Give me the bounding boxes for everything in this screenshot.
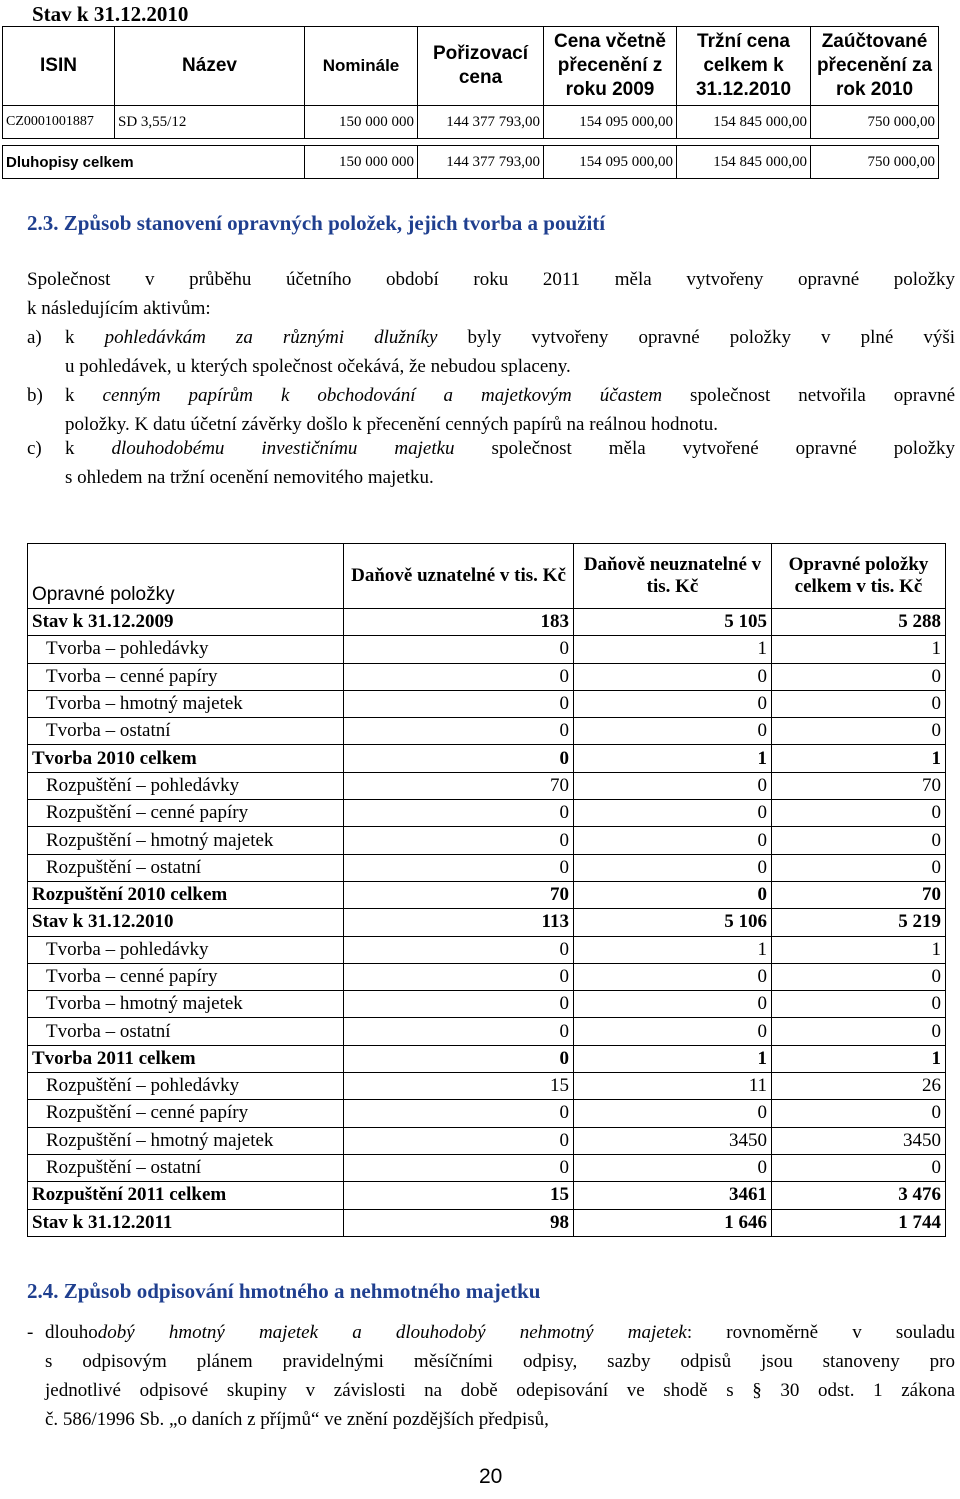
list-a-line-2: u pohledávek, u kterých společnost očekává, že nebudou splaceny. bbox=[65, 356, 571, 377]
op-cell-label: Rozpuštění – ostatní bbox=[28, 854, 344, 881]
op-cell-celkem: 1 744 bbox=[772, 1209, 946, 1236]
total-zauctovane: 750 000,00 bbox=[811, 146, 939, 179]
cell-nazev: SD 3,55/12 bbox=[115, 106, 305, 139]
section-heading-2-4: 2.4. Způsob odpisování hmotného a nehmotného majetku bbox=[27, 1279, 541, 1303]
op-row bbox=[28, 854, 946, 881]
op-cell-dan-neuzn: 1 bbox=[574, 745, 772, 772]
cell-nominale: 150 000 000 bbox=[305, 106, 418, 139]
op-row bbox=[28, 718, 946, 745]
op-cell-dan-neuzn: 1 646 bbox=[574, 1209, 772, 1236]
header-nazev: Název bbox=[115, 27, 305, 106]
op-cell-dan-uzn: 0 bbox=[344, 1154, 574, 1181]
list-c-line-2: s ohledem na tržní ocenění nemovitého majetku. bbox=[65, 467, 434, 488]
header-porizovaci: Pořizovací cena bbox=[418, 27, 544, 106]
op-header-row bbox=[28, 544, 946, 609]
op-cell-dan-neuzn: 0 bbox=[574, 1018, 772, 1045]
op-row bbox=[28, 909, 946, 936]
op-cell-dan-neuzn: 11 bbox=[574, 1073, 772, 1100]
op-cell-dan-uzn: 98 bbox=[344, 1209, 574, 1236]
op-cell-dan-neuzn: 0 bbox=[574, 827, 772, 854]
op-row bbox=[28, 936, 946, 963]
op-cell-dan-neuzn: 0 bbox=[574, 991, 772, 1018]
list-marker-c: c) bbox=[27, 438, 42, 459]
op-cell-label: Tvorba – hmotný majetek bbox=[28, 991, 344, 1018]
op-cell-dan-neuzn: 0 bbox=[574, 663, 772, 690]
list-b-prefix: k bbox=[65, 385, 103, 406]
op-cell-dan-uzn: 0 bbox=[344, 936, 574, 963]
op-cell-celkem: 0 bbox=[772, 1100, 946, 1127]
total-label: Dluhopisy celkem bbox=[3, 146, 305, 179]
op-cell-label: Rozpuštění – hmotný majetek bbox=[28, 1127, 344, 1154]
op-cell-dan-uzn: 70 bbox=[344, 881, 574, 908]
header-isin: ISIN bbox=[3, 27, 115, 106]
op-cell-label: Tvorba 2010 celkem bbox=[28, 745, 344, 772]
op-cell-dan-uzn: 0 bbox=[344, 1045, 574, 1072]
cell-porizovaci: 144 377 793,00 bbox=[418, 106, 544, 139]
op-cell-celkem: 1 bbox=[772, 936, 946, 963]
op-cell-dan-neuzn: 0 bbox=[574, 1100, 772, 1127]
op-cell-label: Rozpuštění – cenné papíry bbox=[28, 1100, 344, 1127]
op-row bbox=[28, 772, 946, 799]
op-row bbox=[28, 1018, 946, 1045]
op-cell-dan-neuzn: 1 bbox=[574, 636, 772, 663]
op-table-body bbox=[28, 609, 946, 1237]
op-row bbox=[28, 1045, 946, 1072]
op-cell-dan-uzn: 0 bbox=[344, 800, 574, 827]
opravne-polozky-table bbox=[27, 543, 946, 1237]
op-cell-celkem: 0 bbox=[772, 690, 946, 717]
op-cell-celkem: 0 bbox=[772, 800, 946, 827]
stav-title: Stav k 31.12.2010 bbox=[32, 2, 189, 26]
op-row bbox=[28, 881, 946, 908]
op-cell-celkem: 5 219 bbox=[772, 909, 946, 936]
op-header-celkem: Opravné položky celkem v tis. Kč bbox=[772, 544, 946, 609]
list-a-rest: byly vytvořeny opravné položky v plné výši bbox=[437, 327, 956, 348]
total-trzni: 154 845 000,00 bbox=[677, 146, 811, 179]
op-row bbox=[28, 609, 946, 636]
isin-header-row bbox=[3, 27, 939, 106]
header-nominale: Nominále bbox=[305, 27, 418, 106]
section-heading-2-3: 2.3. Způsob stanovení opravných položek, jejich tvorba a použití bbox=[27, 211, 606, 235]
op-cell-label: Tvorba – ostatní bbox=[28, 718, 344, 745]
op-cell-dan-neuzn: 0 bbox=[574, 854, 772, 881]
list-marker-a: a) bbox=[27, 327, 42, 348]
isin-total-row bbox=[3, 146, 939, 179]
intro-line-1: Společnost v průběhu účetního období roku 2011 měla vytvořeny opravné položky bbox=[27, 269, 955, 290]
header-trzni: Tržní cena celkem k 31.12.2010 bbox=[677, 27, 811, 106]
op-cell-celkem: 0 bbox=[772, 663, 946, 690]
total-cena-vcetne: 154 095 000,00 bbox=[544, 146, 677, 179]
op-cell-dan-neuzn: 1 bbox=[574, 936, 772, 963]
list-a-italic: pohledávkám za různými dlužníky bbox=[104, 327, 438, 348]
depr-lead-plain: dlouho bbox=[45, 1322, 98, 1343]
list-b-rest: společnost netvořila opravné bbox=[662, 385, 956, 406]
op-cell-label: Tvorba – pohledávky bbox=[28, 936, 344, 963]
list-b-line-2: položky. K datu účetní závěrky došlo k přecenění cenných papírů na reálnou hodnotu. bbox=[65, 414, 718, 435]
op-cell-dan-neuzn: 0 bbox=[574, 772, 772, 799]
gap-cell bbox=[3, 139, 939, 146]
op-cell-dan-neuzn: 0 bbox=[574, 690, 772, 717]
list-c-italic: dlouhodobému investičnímu majetku bbox=[111, 438, 455, 459]
op-header-label: Opravné položky bbox=[28, 544, 344, 609]
op-cell-celkem: 0 bbox=[772, 991, 946, 1018]
op-cell-label: Tvorba – ostatní bbox=[28, 1018, 344, 1045]
header-cena-vcetne: Cena včetně přecenění z roku 2009 bbox=[544, 27, 677, 106]
op-cell-label: Tvorba – pohledávky bbox=[28, 636, 344, 663]
op-cell-label: Rozpuštění – cenné papíry bbox=[28, 800, 344, 827]
op-row bbox=[28, 800, 946, 827]
op-cell-dan-neuzn: 0 bbox=[574, 800, 772, 827]
op-row bbox=[28, 1100, 946, 1127]
op-cell-celkem: 5 288 bbox=[772, 609, 946, 636]
op-cell-celkem: 1 bbox=[772, 745, 946, 772]
op-row bbox=[28, 745, 946, 772]
op-cell-celkem: 3450 bbox=[772, 1127, 946, 1154]
isin-gap-row bbox=[3, 139, 939, 146]
list-a-prefix: k bbox=[65, 327, 105, 348]
op-cell-dan-uzn: 0 bbox=[344, 1018, 574, 1045]
op-cell-dan-uzn: 113 bbox=[344, 909, 574, 936]
depr-line-4: č. 586/1996 Sb. „o daních z příjmů“ ve znění pozdějších předpisů, bbox=[45, 1409, 549, 1430]
op-cell-dan-uzn: 183 bbox=[344, 609, 574, 636]
op-cell-dan-uzn: 0 bbox=[344, 690, 574, 717]
op-cell-dan-neuzn: 3450 bbox=[574, 1127, 772, 1154]
list-b-line-1 bbox=[65, 381, 955, 410]
op-cell-dan-uzn: 0 bbox=[344, 663, 574, 690]
op-cell-dan-neuzn: 5 105 bbox=[574, 609, 772, 636]
op-cell-dan-uzn: 0 bbox=[344, 854, 574, 881]
isin-data-row bbox=[3, 106, 939, 139]
list-marker-b: b) bbox=[27, 385, 43, 406]
op-row bbox=[28, 1154, 946, 1181]
op-cell-label: Stav k 31.12.2011 bbox=[28, 1209, 344, 1236]
op-cell-celkem: 26 bbox=[772, 1073, 946, 1100]
total-porizovaci: 144 377 793,00 bbox=[418, 146, 544, 179]
total-nominale: 150 000 000 bbox=[305, 146, 418, 179]
op-cell-dan-uzn: 0 bbox=[344, 991, 574, 1018]
intro-line-2: k následujícím aktivům: bbox=[27, 298, 211, 319]
list-c-prefix: k bbox=[65, 438, 112, 459]
op-header-dan-uzn: Daňově uznatelné v tis. Kč bbox=[344, 544, 574, 609]
op-cell-celkem: 0 bbox=[772, 718, 946, 745]
op-cell-label: Tvorba 2011 celkem bbox=[28, 1045, 344, 1072]
op-row bbox=[28, 1209, 946, 1236]
list-c-line-1 bbox=[65, 434, 955, 463]
op-row bbox=[28, 1182, 946, 1209]
page-number: 20 bbox=[479, 1465, 503, 1488]
list-item-c bbox=[27, 434, 955, 492]
op-cell-label: Rozpuštění 2010 celkem bbox=[28, 881, 344, 908]
list-text-b bbox=[65, 381, 955, 439]
op-cell-dan-neuzn: 5 106 bbox=[574, 909, 772, 936]
op-cell-dan-uzn: 70 bbox=[344, 772, 574, 799]
list-b-italic: cenným papírům k obchodování a majetkovým účastem bbox=[102, 385, 663, 406]
depr-line-2: s odpisovým plánem pravidelnými měsíčními odpisy, sazby odpisů jsou stanoveny pro bbox=[45, 1351, 955, 1372]
depr-text bbox=[45, 1318, 955, 1434]
op-cell-label: Rozpuštění – pohledávky bbox=[28, 1073, 344, 1100]
op-cell-celkem: 0 bbox=[772, 963, 946, 990]
op-cell-celkem: 1 bbox=[772, 636, 946, 663]
op-cell-celkem: 0 bbox=[772, 1154, 946, 1181]
op-cell-dan-uzn: 0 bbox=[344, 718, 574, 745]
cell-isin: CZ0001001887 bbox=[3, 106, 115, 139]
header-zauctovane: Zaúčtované přecenění za rok 2010 bbox=[811, 27, 939, 106]
op-cell-celkem: 0 bbox=[772, 854, 946, 881]
op-cell-label: Stav k 31.12.2009 bbox=[28, 609, 344, 636]
op-cell-celkem: 0 bbox=[772, 827, 946, 854]
cell-cena-vcetne: 154 095 000,00 bbox=[544, 106, 677, 139]
op-cell-celkem: 70 bbox=[772, 881, 946, 908]
op-cell-celkem: 70 bbox=[772, 772, 946, 799]
op-cell-dan-uzn: 15 bbox=[344, 1073, 574, 1100]
op-cell-dan-neuzn: 0 bbox=[574, 881, 772, 908]
op-cell-dan-uzn: 0 bbox=[344, 1100, 574, 1127]
op-cell-celkem: 1 bbox=[772, 1045, 946, 1072]
op-cell-label: Rozpuštění – hmotný majetek bbox=[28, 827, 344, 854]
list-text-a bbox=[65, 323, 955, 381]
list-c-rest: společnost měla vytvořené opravné položky bbox=[454, 438, 955, 459]
op-cell-label: Tvorba – cenné papíry bbox=[28, 963, 344, 990]
op-row bbox=[28, 1073, 946, 1100]
op-cell-celkem: 3 476 bbox=[772, 1182, 946, 1209]
list-item-a bbox=[27, 323, 955, 381]
isin-table bbox=[2, 26, 939, 179]
op-cell-dan-neuzn: 0 bbox=[574, 1154, 772, 1181]
depr-lead-rest: : rovnoměrně v souladu bbox=[686, 1322, 956, 1343]
op-cell-label: Tvorba – hmotný majetek bbox=[28, 690, 344, 717]
op-cell-dan-neuzn: 0 bbox=[574, 718, 772, 745]
op-header-dan-neuzn: Daňově neuznatelné v tis. Kč bbox=[574, 544, 772, 609]
op-row bbox=[28, 636, 946, 663]
op-row bbox=[28, 827, 946, 854]
op-cell-dan-uzn: 0 bbox=[344, 827, 574, 854]
op-cell-dan-uzn: 0 bbox=[344, 745, 574, 772]
op-cell-dan-uzn: 0 bbox=[344, 1127, 574, 1154]
op-row bbox=[28, 690, 946, 717]
op-cell-label: Rozpuštění – ostatní bbox=[28, 1154, 344, 1181]
op-row bbox=[28, 963, 946, 990]
cell-trzni: 154 845 000,00 bbox=[677, 106, 811, 139]
op-cell-dan-uzn: 15 bbox=[344, 1182, 574, 1209]
depr-line-3: jednotlivé odpisové skupiny v závislosti na době odepisování ve shodě s § 30 odst. 1 zákona bbox=[45, 1380, 955, 1401]
op-cell-label: Rozpuštění 2011 celkem bbox=[28, 1182, 344, 1209]
depr-lead-italic: dobý hmotný majetek a dlouhodobý nehmotný majetek bbox=[97, 1322, 687, 1343]
op-cell-label: Stav k 31.12.2010 bbox=[28, 909, 344, 936]
op-row bbox=[28, 663, 946, 690]
depr-dash: - bbox=[27, 1322, 34, 1343]
list-a-line-1 bbox=[65, 323, 955, 352]
list-text-c bbox=[65, 434, 955, 492]
op-row bbox=[28, 1127, 946, 1154]
op-cell-dan-uzn: 0 bbox=[344, 636, 574, 663]
cell-zauctovane: 750 000,00 bbox=[811, 106, 939, 139]
op-cell-dan-neuzn: 1 bbox=[574, 1045, 772, 1072]
op-cell-label: Tvorba – cenné papíry bbox=[28, 663, 344, 690]
op-cell-dan-neuzn: 0 bbox=[574, 963, 772, 990]
list-item-b bbox=[27, 381, 955, 439]
op-row bbox=[28, 991, 946, 1018]
op-cell-dan-neuzn: 3461 bbox=[574, 1182, 772, 1209]
op-cell-celkem: 0 bbox=[772, 1018, 946, 1045]
op-cell-label: Rozpuštění – pohledávky bbox=[28, 772, 344, 799]
depr-line-1 bbox=[45, 1318, 955, 1347]
op-cell-dan-uzn: 0 bbox=[344, 963, 574, 990]
